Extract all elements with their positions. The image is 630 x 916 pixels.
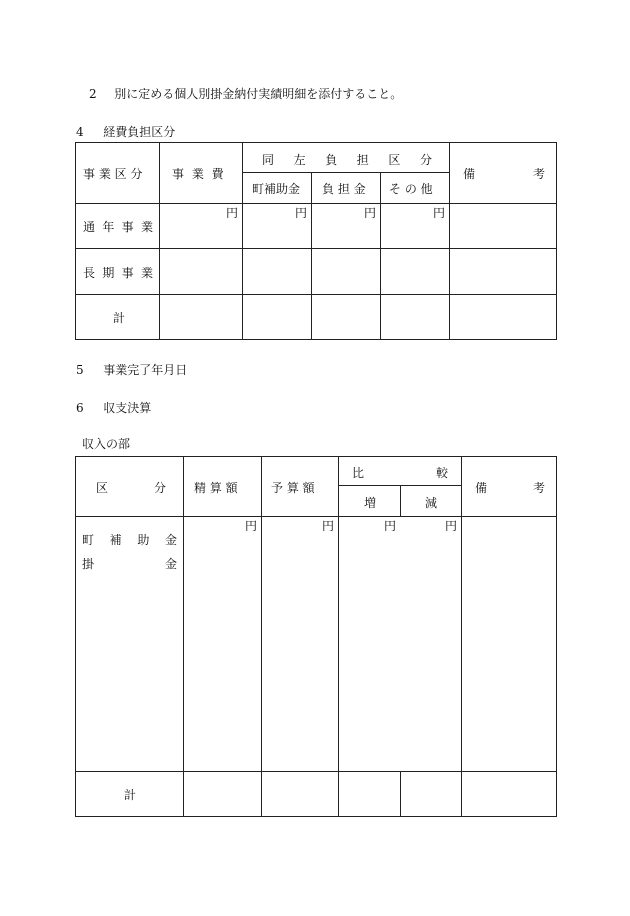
item-5-title: 事業完了年月日 — [103, 363, 188, 377]
row-total: 計 — [124, 788, 137, 802]
expense-burden-table — [75, 142, 557, 340]
item-4-number: 4 — [76, 125, 84, 139]
header-business-cost: 事 業 費 — [172, 167, 226, 181]
yen-unit: 円 — [322, 519, 335, 533]
header-decrease: 減 — [425, 496, 438, 510]
header-settled-amount: 精 算 額 — [194, 481, 238, 495]
item-2 — [89, 85, 402, 102]
item-6-heading — [76, 399, 151, 416]
income-table — [75, 456, 557, 817]
item-6-title: 収支決算 — [103, 401, 152, 415]
item-2-number: 2 — [89, 87, 97, 101]
item-2-text: 別に定める個人別掛金納付実績明細を添付すること。 — [114, 87, 403, 101]
item-5-heading — [76, 361, 187, 378]
yen-unit: 円 — [384, 519, 397, 533]
item-5-number: 5 — [76, 363, 84, 377]
row-contribution: 掛 金 — [82, 557, 177, 571]
header-town-subsidy: 町補助金 — [252, 182, 301, 196]
item-4-title: 経費負担区分 — [103, 125, 176, 139]
header-remarks: 備 考 — [475, 481, 545, 495]
yen-unit: 円 — [364, 206, 377, 220]
item-4-heading — [76, 123, 175, 140]
header-increase: 増 — [364, 496, 377, 510]
header-business-category: 事 業 区 分 — [83, 167, 143, 181]
row-town-subsidy: 町 補 助 金 — [82, 533, 177, 547]
row-total: 計 — [113, 311, 126, 325]
yen-unit: 円 — [433, 206, 446, 220]
header-burden-money: 負 担 金 — [322, 182, 366, 196]
header-same-burden-category: 同 左 負 担 区 分 — [262, 153, 432, 167]
row-long-term-business: 長 期 事 業 — [83, 266, 153, 280]
yen-unit: 円 — [445, 519, 458, 533]
header-budget-amount: 予 算 額 — [271, 481, 315, 495]
yen-unit: 円 — [245, 519, 258, 533]
header-category: 区 分 — [96, 481, 166, 495]
row-annual-business: 通 年 事 業 — [83, 220, 153, 234]
income-section-title: 収入の部 — [82, 437, 131, 451]
yen-unit: 円 — [295, 206, 308, 220]
header-other: そ の 他 — [389, 182, 433, 196]
header-comparison: 比 較 — [352, 466, 448, 480]
item-6-number: 6 — [76, 401, 84, 415]
header-remarks: 備 考 — [463, 167, 545, 181]
yen-unit: 円 — [226, 206, 239, 220]
